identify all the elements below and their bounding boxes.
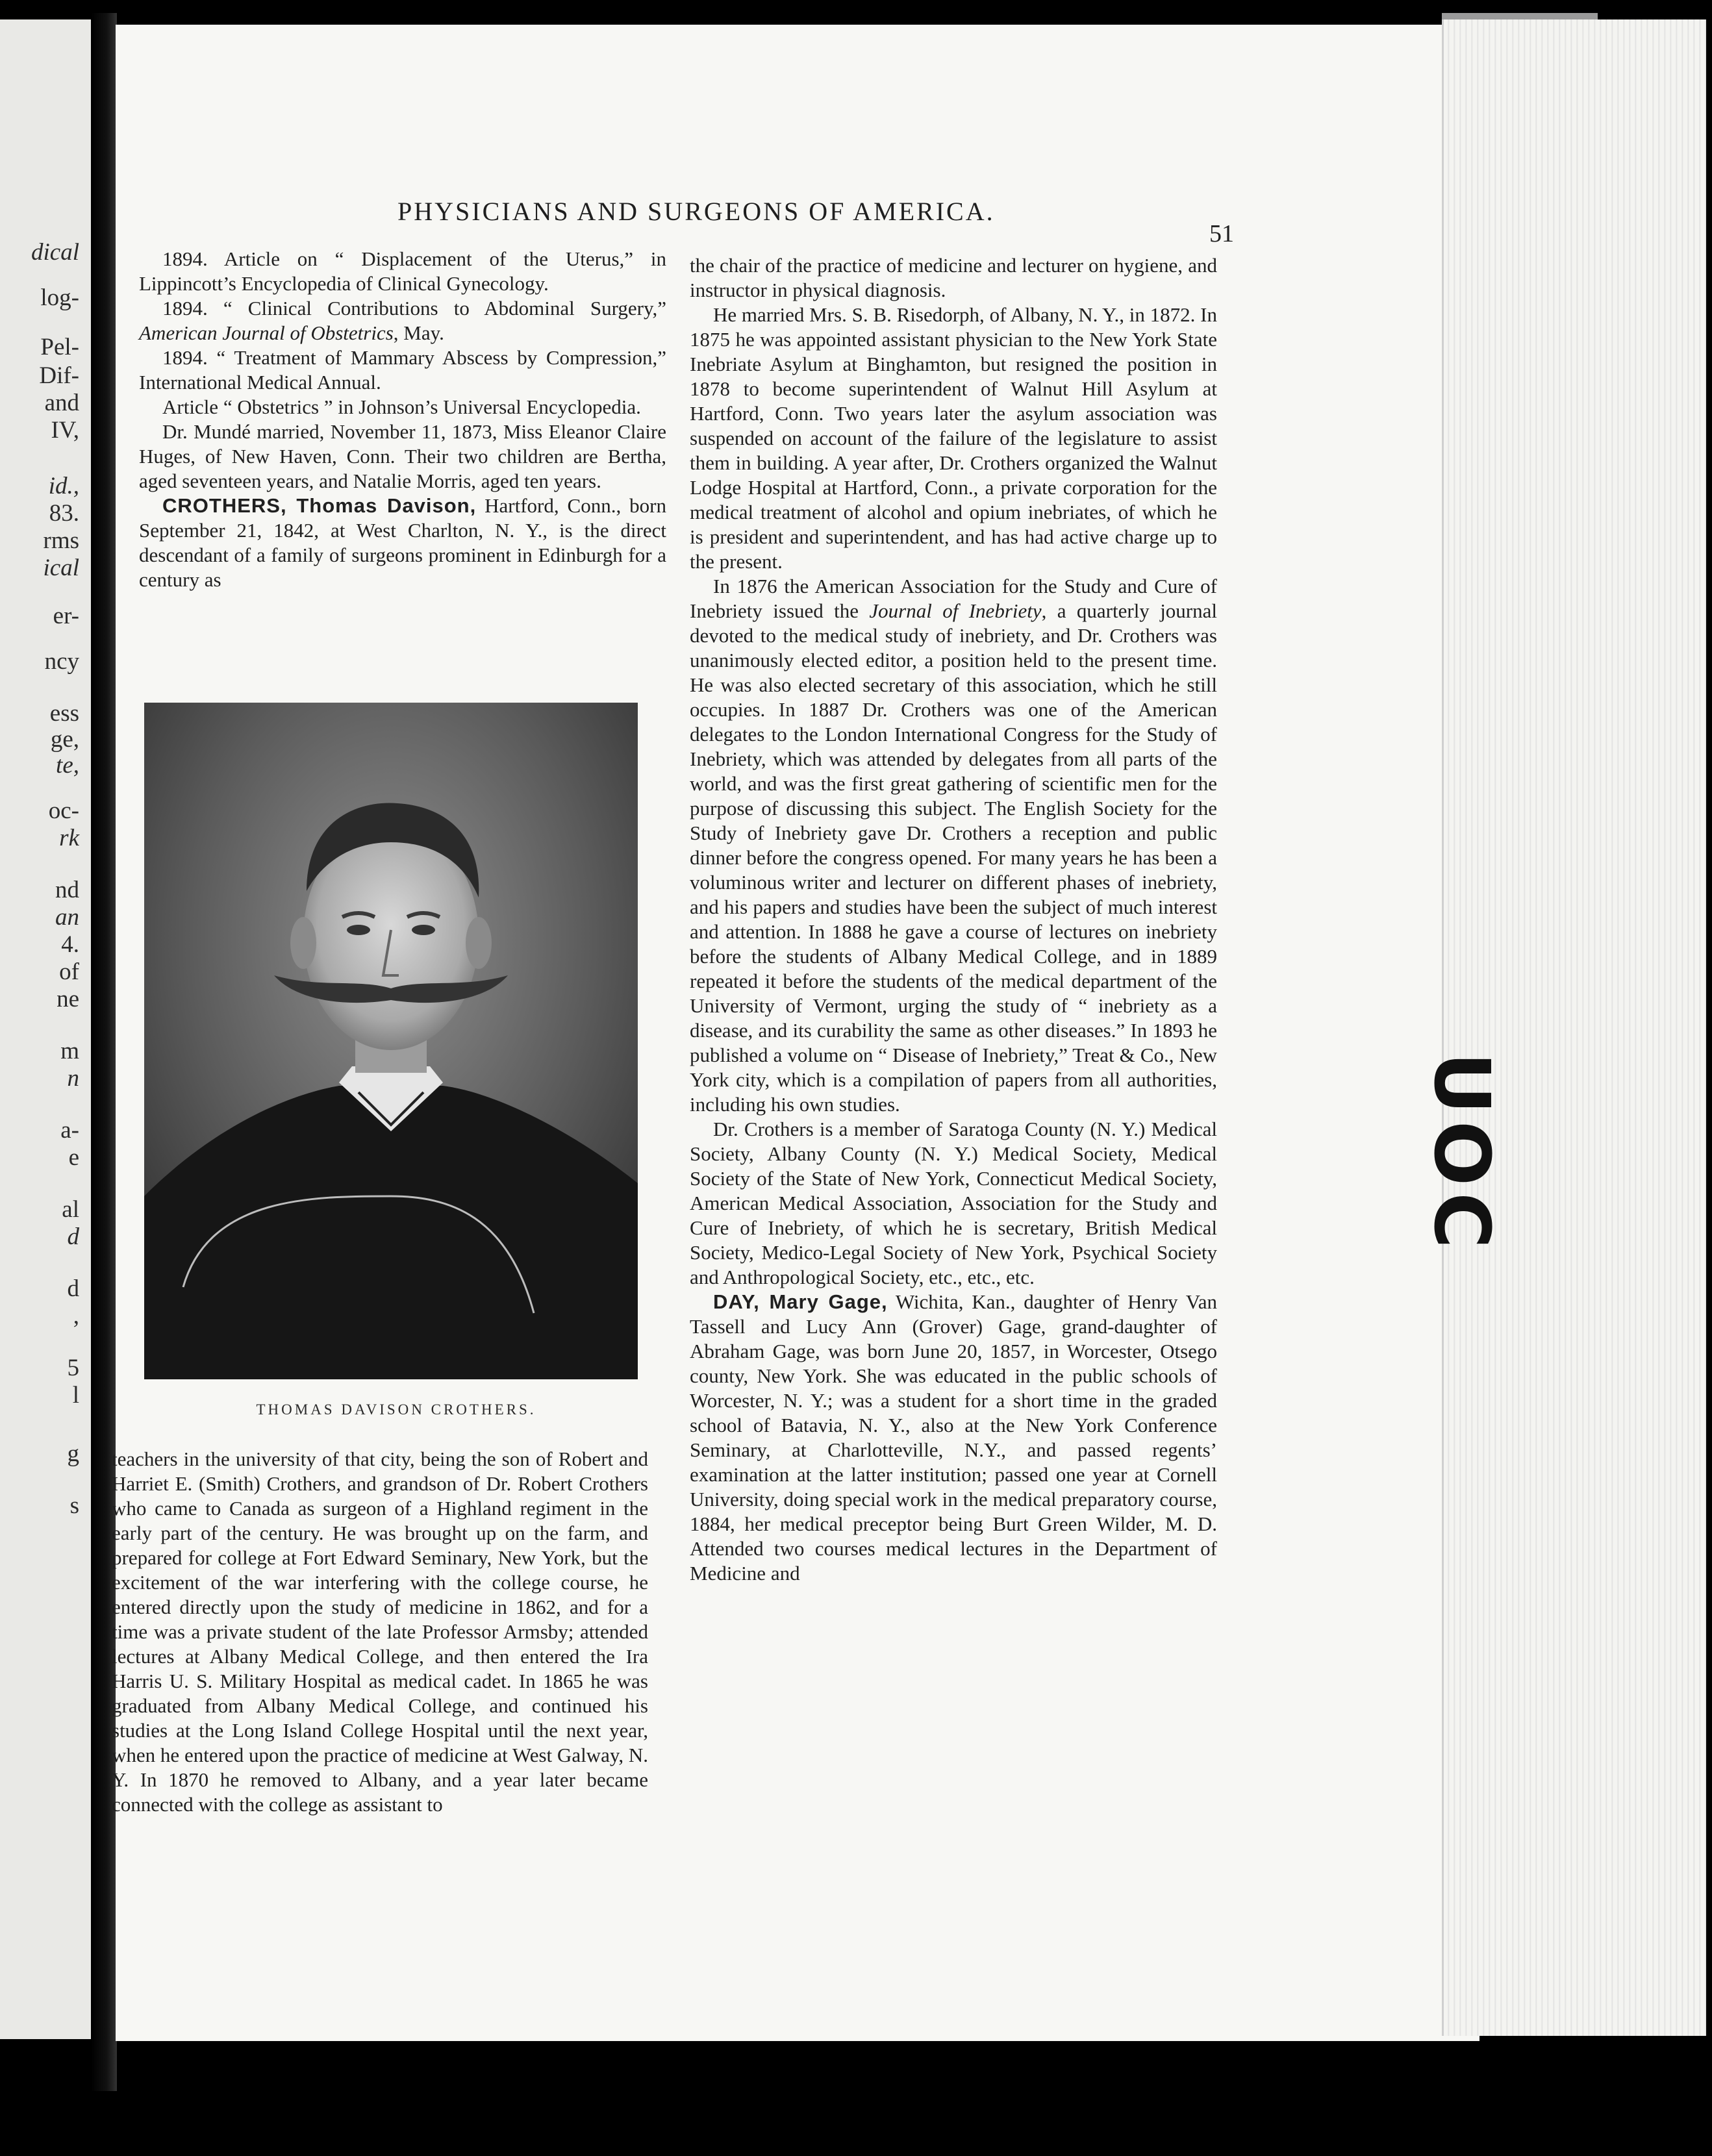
margin-fragment: Dif- [39,362,79,389]
biography-entry: DAY, Mary Gage, Wichita, Kan., daughter of Henry Van Tassell and Lucy Ann (Grover) Gage, grand-daughter of Abraham Gage, was born June 20, 1857, in Worcester, Otsego county, New York. She was educated in the public schools of Worcester, N. Y.; was a student for a short time in the graded school of Batavia, N. Y., also at the New York Conference Seminary, at Charlotteville, N.Y., and passed regents’ examination at the latter institution; passed one year at Cornell University, doing special work in the medical preparatory course, 1884, her medical preceptor being Burt Green Wilder, M. D. Attended two courses medical lectures in the Department of Medicine and [690,1290,1217,1585]
paragraph: Dr. Mundé married, November 11, 1873, Miss Eleanor Claire Huges, of New Haven, Conn. Their two children are Bertha, aged seventeen years, and Natalie Morris, aged ten years. [139,420,666,492]
margin-fragment: ge, [50,726,79,753]
margin-fragment: log- [40,284,79,311]
paragraph: 1894. Article on “ Displacement of the Uterus,” in Lippincott’s Encyclopedia of Clinical Gynecology. [139,247,666,295]
margin-fragment: an [55,904,79,931]
margin-fragment: of [59,959,79,985]
portrait-caption: THOMAS DAVISON CROTHERS. [256,1401,536,1418]
paragraph: Article “ Obstetrics ” in Johnson’s Universal Encyclopedia. [162,395,641,418]
margin-fragment: ne [57,986,79,1012]
margin-fragment: d [67,1223,79,1250]
margin-fragment: al [62,1196,79,1223]
paragraph: Dr. Crothers is a member of Saratoga County (N. Y.) Medical Society, Albany County (N. Y.) Medical Society, Medical Society of the State of New York, Connecticut Medical Society, American Medical Association, Association for the Study and Cure of Inebriety, of which he is secretary, British Medical Society, Medico-Legal Society of New York, Psychical Society and Anthropological Society, etc., etc., etc. [690,1118,1217,1288]
margin-fragment: m [60,1038,79,1064]
margin-fragment: ical [43,555,79,581]
column-right [690,253,1217,1586]
previous-page-edge [0,19,91,2039]
page-number: 51 [1209,220,1234,247]
column-left-bottom [112,1447,648,1817]
margin-fragment: rk [59,825,79,851]
margin-fragment: id., [48,473,79,499]
margin-fragment: 4. [61,931,79,958]
page-stack-edge [1442,19,1706,2036]
paragraph: teachers in the university of that city, being the son of Robert and Harriet E. (Smith) Crothers, and grandson of Dr. Robert Crothers who came to Canada as surgeon of a Highland regiment in the early part of the century. He was brought up on the farm, and prepared for college at Fort Edward Seminary, New York, but the excitement of the war interfering with the college course, he entered directly upon the study of medicine in 1862, and for a time was a private student of the late Professor Armsby; attended lectures at Albany Medical College, and then entered the Ira Harris U. S. Military Hospital as medical cadet. In 1865 he was graduated from Albany Medical College, and continued his studies at the Long Island College Hospital until the next year, when he entered upon the practice of medicine at West Galway, N. Y. In 1870 he removed to Albany, and a year later became connected with the college as assistant to [112,1448,648,1816]
margin-fragment: 5 [67,1355,79,1381]
paragraph: He married Mrs. S. B. Risedorph, of Albany, N. Y., in 1872. In 1875 he was appointed assistant physician to the New York State Inebriate Asylum at Binghamton, but resigned the position in 1878 to become superintendent of Walnut Hill Asylum at Hartford, Conn. Two years later the asylum association was suspended on account of the failure of the legislature to assist them in building. A year after, Dr. Crothers organized the Walnut Lodge Hospital at Hartford, Conn., a private corporation for the medical treatment of alcohol and opium inebriates, of which he is president and superintendent, and has had active charge up to the present. [690,303,1217,573]
paragraph: 1894. “ Clinical Contributions to Abdominal Surgery,” American Journal of Obstetrics, May. [139,297,666,344]
column-left-top [139,247,666,592]
paragraph: In 1876 the American Association for the Study and Cure of Inebriety issued the Journal of Inebriety, a quarterly journal devoted to the medical study of inebriety, and Dr. Crothers was unanimously elected editor, a position held to the present time. He was also elected secretary of this association, which he still occupies. In 1887 Dr. Crothers was one of the American delegates to the London International Congress for the Study of Inebriety, which was attended by delegates from all parts of the world, and was the first great gathering of scientific men for the purpose of discussing this subject. The English Society for the Study of Inebriety gave Dr. Crothers a reception and public dinner before the congress opened. For many years he has been a voluminous writer and lecturer on different phases of inebriety, and his papers and studies have been the subject of much interest and attention. In 1888 he gave a course of lectures on inebriety before the students of Albany Medical College, and in 1889 repeated it before the students of the medical department of the University of Vermont, urging the study of “ inebriety as a disease, and its curability the same as other diseases.” In 1893 he published a volume on “ Disease of Inebriety,” Treat & Co., New York city, which is a compilation of papers from all authorities, including his own studies. [690,575,1217,1116]
margin-fragment: IV, [51,417,79,444]
margin-fragment: ncy [44,648,79,675]
biography-name: CROTHERS, Thomas Davison, [162,494,477,517]
margin-fragment: l [72,1382,79,1409]
running-head: PHYSICIANS AND SURGEONS OF AMERICA. [397,197,995,226]
paragraph: the chair of the practice of medicine and lecturer on hygiene, and instructor in physical diagnosis. [690,254,1217,301]
margin-fragment: Pel- [40,334,79,360]
margin-fragment: te, [56,752,79,779]
margin-fragment: g [67,1440,79,1467]
margin-fragment: , [73,1303,79,1329]
margin-fragment: er- [53,603,79,629]
margin-fragment: d [67,1275,79,1302]
journal-title: American Journal of Obstetrics [139,321,394,344]
paragraph: 1894. “ Treatment of Mammary Abscess by Compression,” International Medical Annual. [139,346,666,394]
margin-fragment: n [67,1065,79,1092]
margin-fragment: dical [31,239,79,266]
margin-fragment: rms [43,527,79,554]
edge-stamp: UOC [1417,1052,1507,1255]
biography-name: DAY, Mary Gage, [713,1290,888,1313]
portrait-illustration [144,703,638,1379]
margin-fragment: e [68,1144,79,1171]
margin-fragment: s [69,1492,79,1519]
margin-fragment: 83. [49,500,79,527]
margin-fragment: ess [49,700,79,727]
margin-fragment: and [44,390,79,416]
portrait-photo [144,703,638,1379]
margin-fragment: oc- [48,797,79,824]
margin-fragment: nd [55,877,79,903]
biography-entry: CROTHERS, Thomas Davison, Hartford, Conn., born September 21, 1842, at West Charlton, N. Y., is the direct descendant of a family of surgeons prominent in Edinburgh for a century as [139,494,666,591]
journal-title: Journal of Inebriety [869,599,1042,622]
margin-fragment: a- [60,1117,79,1144]
